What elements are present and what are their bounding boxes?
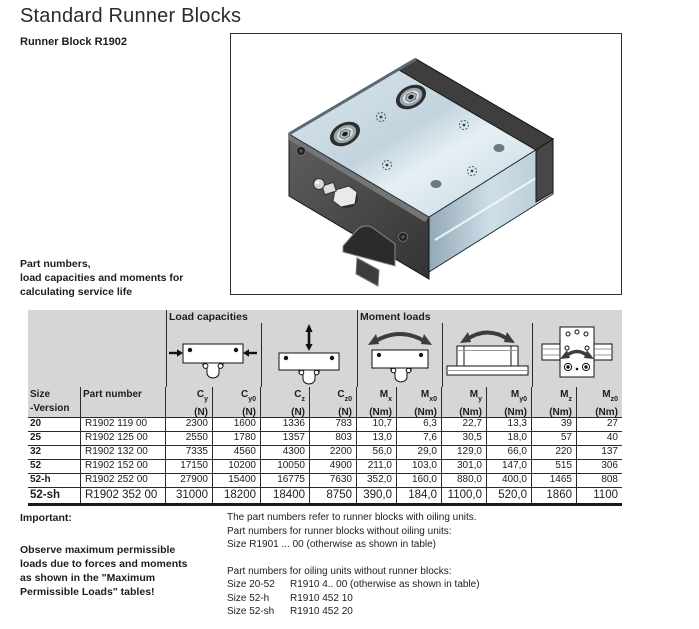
value-cell: 400,0 (487, 474, 532, 487)
table-row-52h (28, 473, 622, 487)
value-cell: 29,0 (397, 446, 442, 459)
column-header-row (28, 387, 622, 417)
column-header-cy: $C_y$ (N) (166, 387, 213, 420)
value-cell: 301,0 (442, 460, 487, 473)
value-cell: 803 (310, 432, 357, 445)
value-cell: 390,0 (357, 488, 397, 503)
value-cell: 1860 (532, 488, 577, 503)
value-cell: 184,0 (397, 488, 442, 503)
column-header-my: $M_y$ (Nm) (442, 387, 487, 420)
value-cell: 352,0 (357, 474, 397, 487)
table-header (28, 310, 622, 417)
oiling-size-label: Size 20-52 (227, 579, 275, 590)
value-cell: 103,0 (397, 460, 442, 473)
size-cell: 52 (28, 460, 81, 473)
oiling-size-label: Size 52-h (227, 592, 270, 604)
value-cell: 880,0 (442, 474, 487, 487)
table-caption (20, 257, 183, 299)
value-cell: 10,7 (357, 418, 397, 431)
oiling-units-title: Part numbers for oiling units without runner blocks: (227, 565, 452, 577)
value-cell: 18,0 (487, 432, 532, 445)
caption-line: Part numbers, (20, 258, 91, 270)
part-number-notes (227, 511, 480, 619)
value-cell: 220 (532, 446, 577, 459)
table-row-52sh (28, 487, 622, 503)
value-cell: 4560 (213, 446, 261, 459)
load-capacities-group-header: Load capacities (169, 311, 248, 323)
page-subtitle: Runner Block R1902 (20, 36, 127, 48)
value-cell: 211,0 (357, 460, 397, 473)
value-cell: 4300 (261, 446, 310, 459)
important-line: Permissible Loads" tables! (20, 586, 155, 598)
value-cell: 1780 (213, 432, 261, 445)
size-cell: 52-h (28, 474, 81, 487)
value-cell: 783 (310, 418, 357, 431)
value-cell: 1100 (593, 489, 618, 501)
value-cell: 13,0 (357, 432, 397, 445)
value-cell: 520,0 (487, 488, 532, 503)
value-cell: 27900 (166, 474, 213, 487)
oiling-part-number: R1910 452 20 (290, 606, 353, 617)
value-cell: 40 (606, 432, 618, 443)
caption-line: load capacities and moments for (20, 272, 184, 284)
value-cell: 2300 (166, 418, 213, 431)
value-cell: 137 (601, 446, 618, 457)
column-header-cy0: $C_{y0}$ (N) (213, 387, 261, 420)
value-cell: 39 (532, 418, 577, 431)
oiling-row (227, 578, 480, 592)
part-number-cell: R1902 352 00 (81, 488, 166, 503)
value-cell: 1357 (261, 432, 310, 445)
moment-loads-group-header: Moment loads (360, 311, 431, 323)
moment-my-pitch-icon (443, 322, 532, 386)
moment-mz-yaw-icon (533, 322, 622, 386)
table-row-52 (28, 459, 622, 473)
size-cell: 20 (28, 418, 81, 431)
value-cell: 7335 (166, 446, 213, 459)
load-cz-front-view-icon (262, 322, 356, 386)
value-cell: 16775 (261, 474, 310, 487)
column-header-cz: $C_z$ (N) (261, 387, 310, 420)
column-header-mz: $M_z$ (Nm) (532, 387, 577, 420)
runner-block-isometric-illustration (231, 34, 619, 292)
value-cell: 10050 (261, 460, 310, 473)
value-cell: 1100,0 (442, 488, 487, 503)
oiling-part-number: R1910 452 10 (290, 592, 353, 604)
part-number-cell: R1902 125 00 (81, 432, 166, 445)
value-cell: 129,0 (442, 446, 487, 459)
value-cell: 808 (601, 474, 618, 485)
value-cell: 2200 (310, 446, 357, 459)
column-header-mx0: $M_{x0}$ (Nm) (397, 387, 442, 420)
table-body (28, 417, 622, 506)
page-title: Standard Runner Blocks (20, 5, 242, 27)
value-cell: 1465 (532, 474, 577, 487)
runner-block-figure (230, 33, 622, 295)
note-line: Size R1901 ... 00 (otherwise as shown in table) (227, 539, 436, 550)
caption-line: calculating service life (20, 286, 133, 298)
value-cell: 1336 (261, 418, 310, 431)
spacer (227, 552, 480, 565)
value-cell: 31000 (166, 488, 213, 503)
note-line: The part numbers refer to runner blocks with oiling units. (227, 512, 477, 523)
important-line: loads due to forces and moments (20, 558, 188, 570)
value-cell: 57 (532, 432, 577, 445)
important-line: as shown in the "Maximum (20, 572, 156, 584)
table-row-25 (28, 431, 622, 445)
value-cell: 7630 (310, 474, 357, 487)
note-line: Part numbers for runner blocks without oiling units: (227, 525, 452, 537)
load-cy-front-view-icon (167, 324, 259, 386)
part-number-cell: R1902 119 00 (81, 418, 166, 431)
value-cell: 17150 (166, 460, 213, 473)
moment-mx-roll-icon (358, 322, 442, 386)
size-cell: 25 (28, 432, 81, 445)
column-header-mz0: $M_{z0}$ (Nm) (595, 389, 618, 418)
value-cell: 56,0 (357, 446, 397, 459)
table-row-32 (28, 445, 622, 459)
column-header-mx: $M_x$ (Nm) (357, 387, 397, 420)
value-cell: 306 (601, 460, 618, 471)
part-number-cell: R1902 252 00 (81, 474, 166, 487)
important-line: Observe maximum permissible (20, 544, 176, 556)
value-cell: 27 (606, 418, 618, 429)
size-cell: 52-sh (28, 488, 81, 503)
value-cell: 66,0 (487, 446, 532, 459)
value-cell: 8750 (310, 488, 357, 503)
size-version-header: Size -Version (28, 387, 81, 420)
value-cell: 22,7 (442, 418, 487, 431)
part-number-cell: R1902 152 00 (81, 460, 166, 473)
column-header-cz0: $C_{z0}$ (N) (310, 387, 357, 420)
oiling-part-number: R1910 4.. 00 (otherwise as shown in table) (290, 579, 480, 590)
spec-table (28, 310, 622, 506)
value-cell: 147,0 (487, 460, 532, 473)
value-cell: 13,3 (487, 418, 532, 431)
size-cell: 32 (28, 446, 81, 459)
value-cell: 515 (532, 460, 577, 473)
value-cell: 2550 (166, 432, 213, 445)
value-cell: 18200 (213, 488, 261, 503)
part-number-cell: R1902 132 00 (81, 446, 166, 459)
value-cell: 4900 (310, 460, 357, 473)
value-cell: 6,3 (397, 418, 442, 431)
important-title: Important: (20, 512, 72, 524)
value-cell: 18400 (261, 488, 310, 503)
oiling-size-label: Size 52-sh (227, 606, 275, 617)
important-note (20, 512, 220, 599)
oiling-row (227, 592, 480, 606)
value-cell: 160,0 (397, 474, 442, 487)
value-cell: 15400 (213, 474, 261, 487)
value-cell: 7,6 (397, 432, 442, 445)
column-header-my0: $M_{y0}$ (Nm) (487, 387, 532, 420)
oiling-row (227, 605, 480, 619)
value-cell: 1600 (213, 418, 261, 431)
value-cell: 30,5 (442, 432, 487, 445)
value-cell: 10200 (213, 460, 261, 473)
part-number-header: Part number (81, 387, 166, 420)
